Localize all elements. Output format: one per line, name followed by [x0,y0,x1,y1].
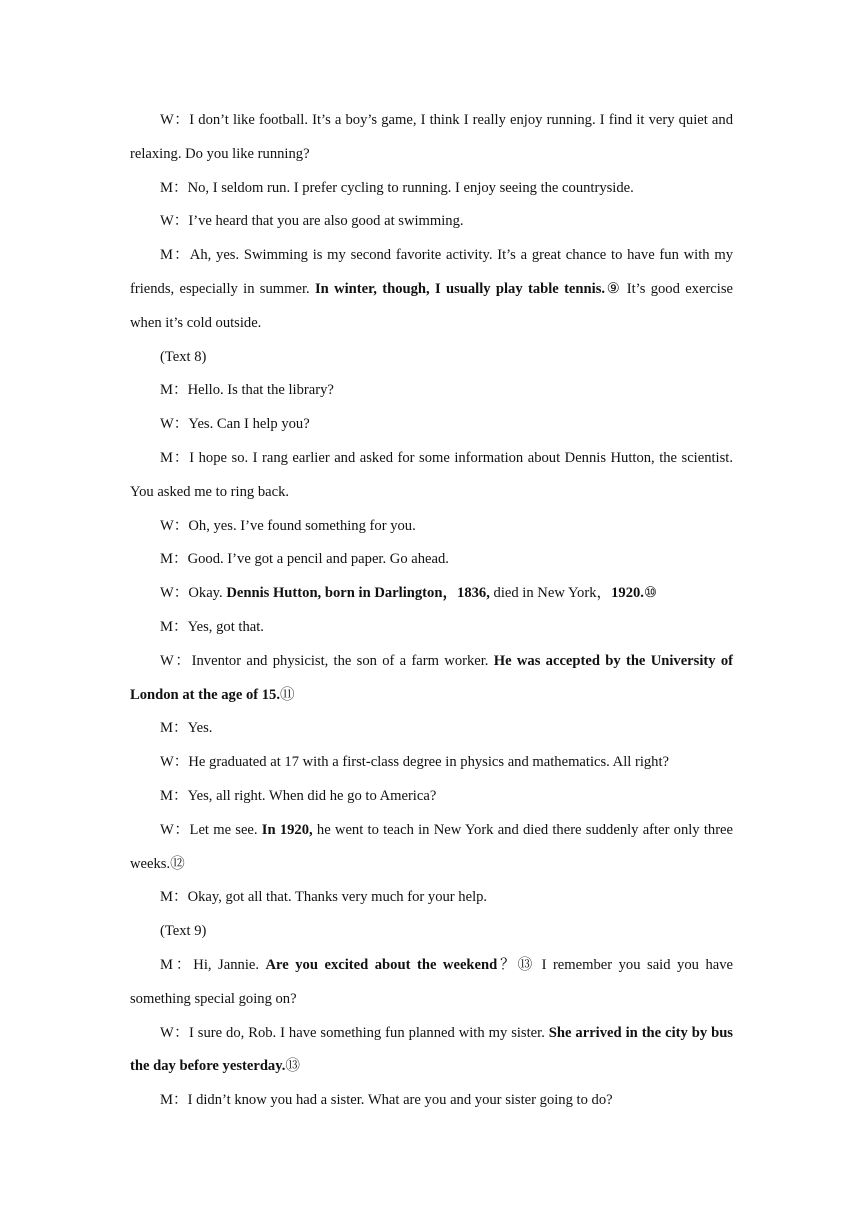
paragraph [130,712,733,746]
text-span: M：I didn’t know you had a sister. What are you and your sister going to do? [160,1092,613,1109]
paragraph [130,1084,733,1118]
text-span: M：Yes. [160,720,213,737]
paragraph [130,374,733,408]
text-span: W：Okay. [160,585,227,602]
bold-answer-span: 1920. [611,585,644,602]
paragraph [130,543,733,577]
bold-answer-span: Dennis Hutton, born in Darlington，1836, [226,585,490,602]
text-span: M：No, I seldom run. I prefer cycling to running. I enjoy seeing the countryside. [160,179,634,196]
text-span: ⑪ [280,686,295,703]
bold-answer-span: She arrived in the city by bus the day before yesterday. [130,1024,733,1075]
text-span: ⑨ It’s good exercise when it’s cold outside. [130,280,733,331]
text-span: ⑬ [285,1058,300,1075]
paragraph [130,780,733,814]
text-span: M：I hope so. I rang earlier and asked for some information about Dennis Hutton, the scientist. You asked me to ring back. [130,449,733,500]
paragraph [130,1017,733,1085]
text-span: M：Good. I’ve got a pencil and paper. Go ahead. [160,551,449,568]
text-span: W：I’ve heard that you are also good at swimming. [160,213,464,230]
bold-answer-span: Are you excited about the weekend [265,956,498,973]
section-heading-text-8 [130,341,733,375]
paragraph [130,645,733,713]
paragraph [130,408,733,442]
text-span: W：Yes. Can I help you? [160,416,310,433]
text-span: died in New York， [489,585,612,602]
bold-answer-span: He was accepted by the University of London at the age of 15. [130,652,733,703]
paragraph [130,814,733,882]
paragraph [130,104,733,172]
text-span: ⑩ [643,585,658,602]
paragraph [130,205,733,239]
paragraph [130,611,733,645]
text-span: M：Yes, all right. When did he go to America? [160,787,437,804]
text-span: ？⑬ I remember you said you have something special going on? [130,956,733,1007]
paragraph [130,172,733,206]
text-span: W：Let me see. [160,821,262,838]
dialogue-transcript [130,104,733,1118]
text-span: M：Okay, got all that. Thanks very much for your help. [160,889,488,906]
text-span: (Text 9) [160,923,207,940]
paragraph [130,881,733,915]
text-span: M：Yes, got that. [160,618,264,635]
bold-answer-span: In winter, though, I usually play table tennis. [314,280,606,297]
text-span: W：I sure do, Rob. I have something fun planned with my sister. [160,1024,549,1041]
text-span: M：Hello. Is that the library? [160,382,334,399]
bold-answer-span: In 1920, [261,821,313,838]
paragraph [130,746,733,780]
paragraph [130,949,733,1017]
text-span: he went to teach in New York and died there suddenly after only three weeks.⑫ [130,821,734,872]
paragraph [130,577,733,611]
text-span: W：He graduated at 17 with a first-class degree in physics and mathematics. All right? [160,754,670,771]
text-span: W：I don’t like football. It’s a boy’s game, I think I really enjoy running. I find it very quiet and relaxing. Do you like running? [130,112,733,162]
section-heading-text-9 [130,915,733,949]
paragraph [130,510,733,544]
text-span: (Text 8) [160,348,207,365]
text-span: M：Ah, yes. Swimming is my second favorite activity. It’s a great chance to have fun with my friends, especially in summer. [130,247,733,297]
text-span: W：Inventor and physicist, the son of a farm worker. [160,652,494,669]
paragraph [130,239,733,340]
text-span: W：Oh, yes. I’ve found something for you. [160,517,416,534]
text-span: M：Hi, Jannie. [160,956,266,973]
paragraph [130,442,733,510]
